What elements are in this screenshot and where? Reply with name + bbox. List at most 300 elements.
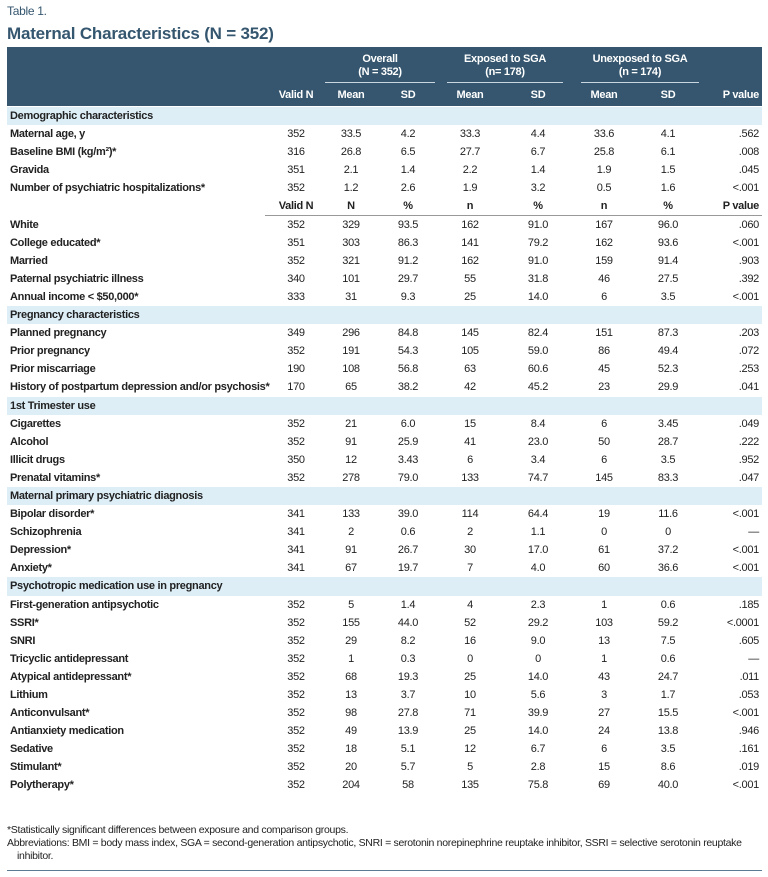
row-label: White — [10, 218, 39, 231]
cell: 4.0 — [530, 562, 546, 575]
cell: 352 — [287, 634, 305, 647]
cell: 3.7 — [400, 689, 416, 701]
cell: .392 — [738, 272, 759, 285]
cell: 190 — [287, 363, 305, 376]
cell: .253 — [738, 363, 759, 376]
cell: 1 — [601, 598, 607, 611]
cell: 352 — [287, 182, 305, 195]
cell: 191 — [342, 345, 360, 358]
table-row — [7, 143, 762, 161]
row-label: History of postpartum depression and/or psychosis* — [10, 381, 270, 394]
cell: 84.8 — [397, 327, 419, 340]
cell: 352 — [287, 128, 305, 141]
cell: .019 — [738, 761, 759, 774]
cell: .011 — [739, 670, 759, 683]
cell: 1.7 — [660, 689, 676, 701]
table-row — [7, 596, 762, 614]
cell: 54.3 — [397, 345, 419, 358]
cell: 25.9 — [397, 435, 419, 448]
section-header-row — [7, 107, 762, 125]
cell: 91 — [345, 544, 357, 557]
cell: 27 — [598, 707, 610, 720]
cell: 19.7 — [397, 562, 419, 575]
section-label: Demographic characteristics — [10, 110, 153, 122]
cell: 4.1 — [660, 128, 676, 141]
cell: 65 — [345, 381, 357, 394]
cell: 0.6 — [660, 652, 676, 665]
cell: 6 — [467, 453, 473, 466]
row-label: Maternal age, y — [10, 128, 85, 141]
cell: 58 — [402, 779, 414, 792]
cell: % — [533, 200, 543, 213]
cell: 91 — [345, 435, 357, 448]
cell: 12 — [345, 453, 357, 466]
cell: 8.6 — [660, 761, 676, 774]
cell: 86 — [598, 345, 610, 358]
cell: Valid N — [278, 200, 314, 213]
cell: .952 — [738, 453, 759, 466]
cell: 49.4 — [657, 345, 679, 358]
table-row — [7, 758, 762, 776]
cell: 79.2 — [527, 236, 549, 249]
cell: 45.2 — [527, 381, 549, 394]
row-label: Gravida — [10, 164, 49, 177]
cell: 5 — [348, 598, 354, 611]
cell: 15 — [464, 417, 476, 430]
cell: 3.5 — [660, 453, 676, 466]
cell: 91.4 — [657, 254, 679, 267]
cell: 5.7 — [400, 761, 416, 774]
cell: 6 — [601, 743, 607, 756]
table-row — [7, 378, 762, 396]
cell: 0 — [665, 526, 671, 539]
cell: .053 — [738, 689, 759, 701]
cell: 352 — [287, 689, 305, 701]
cell: 0 — [601, 526, 607, 539]
cell: 1.9 — [596, 164, 612, 177]
section-label: Psychotropic medication use in pregnancy — [10, 580, 223, 593]
cell: 352 — [287, 652, 305, 665]
cell: 13.9 — [397, 725, 419, 738]
subheader-row — [7, 197, 762, 215]
cell: 33.5 — [340, 128, 362, 141]
cell: 52 — [464, 616, 476, 629]
cell: 56.8 — [397, 363, 419, 376]
cell: 108 — [342, 363, 360, 376]
cell: 26.8 — [340, 146, 362, 159]
cell: 86.3 — [397, 236, 419, 249]
cell: — — [748, 652, 759, 665]
cell: 19.3 — [397, 670, 419, 683]
cell: 1.4 — [400, 164, 416, 177]
cell: 0.6 — [660, 598, 676, 611]
cell: 351 — [287, 236, 305, 249]
cell: 41 — [464, 435, 476, 448]
cell: 39.9 — [527, 707, 549, 720]
table-row — [7, 161, 762, 179]
cell: 25 — [464, 670, 476, 683]
cell: 321 — [342, 254, 360, 267]
cell: 44.0 — [397, 616, 419, 629]
cell: 3.5 — [660, 290, 676, 303]
cell: 29.7 — [397, 272, 419, 285]
cell: 26.7 — [397, 544, 419, 557]
cell: 91.2 — [397, 254, 419, 267]
cell: .562 — [738, 128, 759, 141]
cell: 12 — [464, 743, 476, 756]
table-row — [7, 776, 762, 794]
col-exposed-mean: Mean — [456, 89, 484, 101]
cell: 61 — [598, 544, 610, 557]
table-row — [7, 632, 762, 650]
cell: 16 — [464, 634, 476, 647]
cell: <.0001 — [726, 616, 759, 629]
cell: 20 — [345, 761, 357, 774]
cell: 341 — [287, 544, 305, 557]
section-label: Pregnancy characteristics — [10, 309, 140, 322]
col-overall-sd: SD — [400, 89, 416, 101]
cell: 1.6 — [660, 182, 676, 195]
cell: 27.7 — [459, 146, 481, 159]
table-row — [7, 415, 762, 433]
cell: 8.2 — [400, 634, 416, 647]
row-label: College educated* — [10, 236, 101, 249]
cell: 46 — [598, 272, 610, 285]
cell: 341 — [287, 526, 305, 539]
cell: 1.4 — [400, 598, 416, 611]
cell: 6.7 — [530, 146, 546, 159]
table-row — [7, 179, 762, 197]
cell: .605 — [738, 634, 759, 647]
cell: 6.5 — [400, 146, 416, 159]
table-row — [7, 559, 762, 577]
cell: 352 — [287, 670, 305, 683]
cell: 6.7 — [530, 743, 546, 756]
row-label: Number of psychiatric hospitalizations* — [10, 182, 205, 195]
cell: 25 — [464, 725, 476, 738]
cell: 352 — [287, 598, 305, 611]
group-name: Exposed to SGA — [464, 53, 546, 65]
table-row — [7, 650, 762, 668]
cell: % — [663, 200, 673, 213]
cell: — — [748, 526, 759, 539]
row-label: Married — [10, 254, 48, 267]
cell: 340 — [287, 272, 305, 285]
cell: 352 — [287, 761, 305, 774]
cell: 11.6 — [658, 508, 678, 521]
cell: 1.1 — [530, 526, 546, 539]
row-label: Prenatal vitamins* — [10, 471, 100, 484]
cell: 69 — [598, 779, 610, 792]
cell: 9.0 — [530, 634, 546, 647]
table-row — [7, 324, 762, 342]
cell: 352 — [287, 616, 305, 629]
cell: 49 — [345, 725, 357, 738]
row-label: Paternal psychiatric illness — [10, 272, 144, 285]
table-row — [7, 360, 762, 378]
cell: 141 — [461, 236, 479, 249]
cell: 60 — [598, 562, 610, 575]
cell: 170 — [287, 381, 305, 394]
section-header-row — [7, 487, 762, 505]
row-label: Lithium — [10, 689, 48, 701]
cell: 6 — [601, 453, 607, 466]
cell: 71 — [464, 707, 476, 720]
cell: 352 — [287, 435, 305, 448]
cell: 133 — [461, 471, 479, 484]
cell: 2.6 — [400, 182, 416, 195]
cell: 103 — [595, 616, 613, 629]
table-row — [7, 125, 762, 143]
row-label: SNRI — [10, 634, 36, 647]
table-row — [7, 686, 762, 704]
group-name: Overall — [362, 53, 398, 65]
cell: 15.5 — [657, 707, 679, 720]
cell: 0.3 — [400, 652, 416, 665]
cell: P value — [722, 200, 759, 213]
cell: n — [600, 200, 608, 213]
cell: 91.0 — [527, 218, 549, 231]
cell: 1 — [601, 652, 607, 665]
cell: 3 — [601, 689, 607, 701]
cell: .060 — [738, 218, 759, 231]
cell: 2.3 — [530, 598, 546, 611]
table-row — [7, 722, 762, 740]
cell: .185 — [738, 598, 759, 611]
cell: 341 — [287, 508, 305, 521]
group-name: Unexposed to SGA — [592, 53, 688, 65]
cell: 25.8 — [593, 146, 615, 159]
cell: 341 — [287, 562, 305, 575]
cell: 13.8 — [657, 725, 679, 738]
table-footnotes — [7, 824, 762, 863]
cell: 14.0 — [527, 725, 549, 738]
cell: 74.7 — [527, 471, 549, 484]
cell: 329 — [342, 218, 360, 231]
cell: 2.2 — [462, 164, 478, 177]
cell: 8.4 — [530, 417, 546, 430]
cell: N — [347, 200, 355, 213]
cell: 352 — [287, 345, 305, 358]
cell: 101 — [342, 272, 360, 285]
row-label: Alcohol — [10, 435, 49, 448]
cell: 6 — [601, 290, 607, 303]
cell: 27.5 — [657, 272, 679, 285]
cell: 352 — [287, 417, 305, 430]
cell: 2 — [348, 526, 354, 539]
cell: 5 — [467, 761, 473, 774]
cell: 45 — [598, 363, 610, 376]
cell: 93.6 — [657, 236, 679, 249]
row-label: Sedative — [10, 743, 53, 756]
cell: 6.1 — [660, 146, 676, 159]
cell: 87.3 — [657, 327, 679, 340]
cell: 145 — [461, 327, 479, 340]
cell: .161 — [738, 743, 759, 756]
row-label: Prior pregnancy — [10, 345, 90, 358]
cell: .946 — [738, 725, 759, 738]
table-title: Maternal Characteristics (N = 352) — [7, 24, 274, 43]
table-row — [7, 433, 762, 451]
cell: 39.0 — [397, 508, 419, 521]
cell: 162 — [461, 218, 479, 231]
cell: 352 — [287, 218, 305, 231]
cell: 0.6 — [400, 526, 416, 539]
cell: 13 — [345, 689, 357, 701]
cell: 24.7 — [657, 670, 679, 683]
cell: .047 — [738, 471, 759, 484]
cell: .903 — [738, 254, 759, 267]
cell: 21 — [345, 417, 357, 430]
cell: 1.2 — [343, 182, 359, 195]
row-label: Stimulant* — [10, 761, 62, 774]
cell: <.001 — [732, 707, 759, 720]
cell: 59.2 — [657, 616, 679, 629]
section-header-row — [7, 397, 762, 415]
cell: 2 — [467, 526, 473, 539]
section-label: 1st Trimester use — [10, 399, 96, 412]
cell: 151 — [595, 327, 613, 340]
row-label: Illicit drugs — [10, 453, 65, 466]
section-header-row — [7, 577, 762, 595]
table-row — [7, 541, 762, 559]
cell: 133 — [342, 508, 360, 521]
group-exposed — [447, 53, 563, 79]
cell: 0 — [467, 652, 473, 665]
row-label: Prior miscarriage — [10, 363, 96, 376]
group-overall — [325, 53, 435, 79]
cell: 352 — [287, 254, 305, 267]
cell: .222 — [738, 435, 759, 448]
group-n: (N = 352) — [358, 66, 402, 78]
cell: 64.4 — [527, 508, 549, 521]
cell: 79.0 — [397, 471, 419, 484]
cell: 350 — [287, 453, 305, 466]
cell: 98 — [345, 707, 357, 720]
cell: 1.9 — [462, 182, 478, 195]
cell: <.001 — [732, 544, 759, 557]
row-label: Antianxiety medication — [10, 725, 124, 738]
cell: .041 — [738, 381, 759, 394]
group-n: (n = 174) — [618, 66, 662, 78]
group-n: (n= 178) — [485, 66, 525, 78]
table-header — [7, 47, 762, 106]
cell: 2.8 — [530, 761, 546, 774]
cell: 2.1 — [343, 164, 359, 177]
cell: .049 — [738, 417, 759, 430]
row-label: Polytherapy* — [10, 779, 74, 792]
cell: <.001 — [732, 236, 759, 249]
section-label: Maternal primary psychiatric diagnosis — [10, 489, 203, 502]
section-header-row — [7, 306, 762, 324]
cell: 352 — [287, 707, 305, 720]
significance-note: *Statistically significant differences between exposure and comparison groups. — [7, 824, 349, 836]
cell: 1 — [348, 652, 354, 665]
cell: 55 — [464, 272, 476, 285]
cell: 42 — [464, 381, 476, 394]
cell: 29 — [345, 634, 357, 647]
cell: n — [466, 200, 474, 213]
cell: 167 — [595, 218, 613, 231]
cell: 23.0 — [527, 435, 549, 448]
cell: 52.3 — [657, 363, 679, 376]
table-row — [7, 523, 762, 541]
cell: <.001 — [732, 779, 759, 792]
col-p-value: P value — [722, 89, 759, 101]
col-unexposed-mean: Mean — [590, 89, 618, 101]
cell: 204 — [342, 779, 360, 792]
cell: 33.3 — [459, 128, 481, 141]
cell: .045 — [738, 164, 759, 177]
table-row — [7, 234, 762, 252]
cell: 82.4 — [527, 327, 549, 340]
cell: 19 — [598, 508, 610, 521]
row-label: Bipolar disorder* — [10, 508, 95, 521]
cell: 14.0 — [527, 670, 549, 683]
col-unexposed-sd: SD — [660, 89, 676, 101]
row-label: Cigarettes — [10, 417, 61, 430]
group-unexposed — [581, 53, 699, 79]
cell: 3.4 — [530, 453, 546, 466]
cell: 37.2 — [657, 544, 679, 557]
cell: 13 — [598, 634, 610, 647]
cell: 105 — [461, 345, 479, 358]
cell: 296 — [342, 327, 360, 340]
cell: 352 — [287, 471, 305, 484]
row-label: SSRI* — [10, 616, 39, 629]
row-label: Planned pregnancy — [10, 327, 107, 340]
cell: 40.0 — [657, 779, 679, 792]
table-row — [7, 288, 762, 306]
cell: 349 — [287, 327, 305, 340]
cell: 5.1 — [400, 743, 416, 756]
cell: 29.2 — [527, 616, 549, 629]
cell: 278 — [342, 471, 360, 484]
cell: 28.7 — [657, 435, 679, 448]
cell: .072 — [738, 345, 759, 358]
cell: 352 — [287, 725, 305, 738]
cell: 351 — [287, 164, 305, 177]
cell: <.001 — [732, 562, 759, 575]
table-row — [7, 451, 762, 469]
table-row — [7, 740, 762, 758]
cell: 43 — [598, 670, 610, 683]
cell: 68 — [345, 670, 357, 683]
cell: % — [403, 200, 413, 213]
cell: 23 — [598, 381, 610, 394]
cell: 25 — [464, 290, 476, 303]
cell: <.001 — [732, 508, 759, 521]
cell: 1.4 — [530, 164, 546, 177]
col-exposed-sd: SD — [530, 89, 546, 101]
table-row — [7, 614, 762, 632]
cell: 67 — [345, 562, 357, 575]
row-label: Annual income < $50,000* — [10, 290, 139, 303]
cell: 155 — [342, 616, 360, 629]
cell: 93.5 — [397, 218, 419, 231]
cell: 30 — [464, 544, 476, 557]
row-label: Schizophrenia — [10, 526, 82, 539]
cell: 5.6 — [530, 689, 546, 701]
row-label: Atypical antidepressant* — [10, 670, 132, 683]
cell: 162 — [461, 254, 479, 267]
cell: 27.8 — [397, 707, 419, 720]
table-row — [7, 216, 762, 234]
cell: 0 — [535, 652, 541, 665]
table-number: Table 1. — [7, 4, 47, 18]
cell: 333 — [287, 290, 305, 303]
col-valid-n: Valid N — [278, 89, 314, 101]
